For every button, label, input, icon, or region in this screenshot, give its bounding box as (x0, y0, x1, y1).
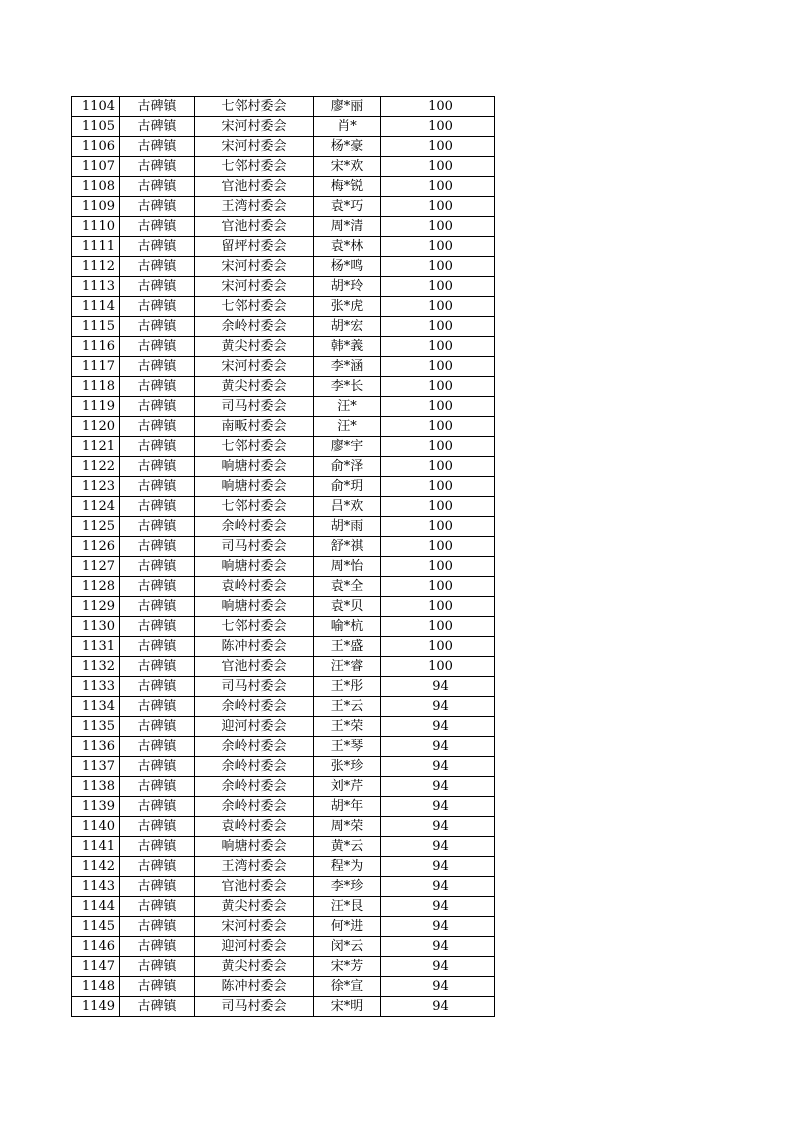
town-cell: 古碑镇 (120, 357, 195, 377)
village-committee-cell: 黄尖村委会 (195, 377, 314, 397)
table-row (72, 497, 495, 517)
table-row (72, 417, 495, 437)
amount-cell: 100 (381, 637, 495, 657)
table-row (72, 217, 495, 237)
table-row (72, 237, 495, 257)
row-number-cell: 1125 (72, 517, 120, 537)
table-row (72, 197, 495, 217)
amount-cell: 100 (381, 237, 495, 257)
table-row (72, 257, 495, 277)
amount-cell: 94 (381, 877, 495, 897)
table-row (72, 537, 495, 557)
row-number-cell: 1104 (72, 97, 120, 117)
person-name-cell: 徐*宣 (314, 977, 381, 997)
amount-cell: 100 (381, 197, 495, 217)
town-cell: 古碑镇 (120, 477, 195, 497)
village-committee-cell: 余岭村委会 (195, 757, 314, 777)
table-body (72, 97, 495, 1017)
amount-cell: 94 (381, 937, 495, 957)
village-committee-cell: 黄尖村委会 (195, 957, 314, 977)
town-cell: 古碑镇 (120, 637, 195, 657)
person-name-cell: 杨*鸣 (314, 257, 381, 277)
table-row (72, 817, 495, 837)
row-number-cell: 1118 (72, 377, 120, 397)
town-cell: 古碑镇 (120, 397, 195, 417)
town-cell: 古碑镇 (120, 197, 195, 217)
town-cell: 古碑镇 (120, 697, 195, 717)
village-committee-cell: 响塘村委会 (195, 837, 314, 857)
subsidy-table (71, 96, 495, 1017)
village-committee-cell: 司马村委会 (195, 997, 314, 1017)
row-number-cell: 1111 (72, 237, 120, 257)
town-cell: 古碑镇 (120, 597, 195, 617)
table-row (72, 637, 495, 657)
town-cell: 古碑镇 (120, 317, 195, 337)
amount-cell: 100 (381, 97, 495, 117)
amount-cell: 94 (381, 817, 495, 837)
village-committee-cell: 余岭村委会 (195, 797, 314, 817)
person-name-cell: 程*为 (314, 857, 381, 877)
table-row (72, 317, 495, 337)
village-committee-cell: 官池村委会 (195, 217, 314, 237)
row-number-cell: 1129 (72, 597, 120, 617)
village-committee-cell: 南畈村委会 (195, 417, 314, 437)
town-cell: 古碑镇 (120, 517, 195, 537)
person-name-cell: 张*虎 (314, 297, 381, 317)
amount-cell: 100 (381, 337, 495, 357)
table-row (72, 557, 495, 577)
person-name-cell: 汪*艮 (314, 897, 381, 917)
town-cell: 古碑镇 (120, 277, 195, 297)
table-row (72, 297, 495, 317)
person-name-cell: 闵*云 (314, 937, 381, 957)
table-row (72, 977, 495, 997)
village-committee-cell: 司马村委会 (195, 537, 314, 557)
row-number-cell: 1148 (72, 977, 120, 997)
row-number-cell: 1107 (72, 157, 120, 177)
village-committee-cell: 宋河村委会 (195, 917, 314, 937)
person-name-cell: 汪* (314, 417, 381, 437)
table-row (72, 917, 495, 937)
person-name-cell: 胡*雨 (314, 517, 381, 537)
town-cell: 古碑镇 (120, 797, 195, 817)
table-row (72, 697, 495, 717)
town-cell: 古碑镇 (120, 857, 195, 877)
village-committee-cell: 七邻村委会 (195, 437, 314, 457)
amount-cell: 94 (381, 717, 495, 737)
village-committee-cell: 迎河村委会 (195, 717, 314, 737)
row-number-cell: 1140 (72, 817, 120, 837)
person-name-cell: 王*云 (314, 697, 381, 717)
village-committee-cell: 余岭村委会 (195, 777, 314, 797)
village-committee-cell: 七邻村委会 (195, 157, 314, 177)
row-number-cell: 1109 (72, 197, 120, 217)
table-row (72, 357, 495, 377)
town-cell: 古碑镇 (120, 737, 195, 757)
town-cell: 古碑镇 (120, 497, 195, 517)
amount-cell: 100 (381, 557, 495, 577)
row-number-cell: 1105 (72, 117, 120, 137)
person-name-cell: 肖* (314, 117, 381, 137)
person-name-cell: 李*珍 (314, 877, 381, 897)
row-number-cell: 1132 (72, 657, 120, 677)
village-committee-cell: 宋河村委会 (195, 117, 314, 137)
row-number-cell: 1108 (72, 177, 120, 197)
amount-cell: 94 (381, 977, 495, 997)
person-name-cell: 韩*義 (314, 337, 381, 357)
table-row (72, 277, 495, 297)
person-name-cell: 汪*睿 (314, 657, 381, 677)
amount-cell: 94 (381, 677, 495, 697)
row-number-cell: 1136 (72, 737, 120, 757)
person-name-cell: 喻*杭 (314, 617, 381, 637)
village-committee-cell: 响塘村委会 (195, 477, 314, 497)
amount-cell: 94 (381, 697, 495, 717)
village-committee-cell: 司马村委会 (195, 397, 314, 417)
table-row (72, 337, 495, 357)
town-cell: 古碑镇 (120, 237, 195, 257)
village-committee-cell: 七邻村委会 (195, 297, 314, 317)
row-number-cell: 1127 (72, 557, 120, 577)
town-cell: 古碑镇 (120, 937, 195, 957)
amount-cell: 100 (381, 257, 495, 277)
person-name-cell: 吕*欢 (314, 497, 381, 517)
person-name-cell: 宋*明 (314, 997, 381, 1017)
amount-cell: 100 (381, 417, 495, 437)
amount-cell: 100 (381, 157, 495, 177)
amount-cell: 100 (381, 217, 495, 237)
amount-cell: 100 (381, 457, 495, 477)
town-cell: 古碑镇 (120, 97, 195, 117)
row-number-cell: 1143 (72, 877, 120, 897)
person-name-cell: 李*长 (314, 377, 381, 397)
village-committee-cell: 官池村委会 (195, 657, 314, 677)
row-number-cell: 1142 (72, 857, 120, 877)
row-number-cell: 1131 (72, 637, 120, 657)
row-number-cell: 1106 (72, 137, 120, 157)
town-cell: 古碑镇 (120, 617, 195, 637)
person-name-cell: 周*荣 (314, 817, 381, 837)
town-cell: 古碑镇 (120, 297, 195, 317)
person-name-cell: 宋*欢 (314, 157, 381, 177)
village-committee-cell: 七邻村委会 (195, 97, 314, 117)
row-number-cell: 1138 (72, 777, 120, 797)
amount-cell: 94 (381, 897, 495, 917)
person-name-cell: 俞*玥 (314, 477, 381, 497)
amount-cell: 100 (381, 517, 495, 537)
table-row (72, 97, 495, 117)
village-committee-cell: 宋河村委会 (195, 357, 314, 377)
person-name-cell: 王*荣 (314, 717, 381, 737)
village-committee-cell: 王湾村委会 (195, 857, 314, 877)
amount-cell: 100 (381, 577, 495, 597)
town-cell: 古碑镇 (120, 757, 195, 777)
amount-cell: 100 (381, 617, 495, 637)
village-committee-cell: 官池村委会 (195, 177, 314, 197)
row-number-cell: 1139 (72, 797, 120, 817)
table-row (72, 577, 495, 597)
person-name-cell: 袁*林 (314, 237, 381, 257)
village-committee-cell: 黄尖村委会 (195, 337, 314, 357)
town-cell: 古碑镇 (120, 437, 195, 457)
row-number-cell: 1135 (72, 717, 120, 737)
amount-cell: 100 (381, 137, 495, 157)
village-committee-cell: 留坪村委会 (195, 237, 314, 257)
table-row (72, 717, 495, 737)
person-name-cell: 王*彤 (314, 677, 381, 697)
person-name-cell: 周*清 (314, 217, 381, 237)
town-cell: 古碑镇 (120, 877, 195, 897)
row-number-cell: 1119 (72, 397, 120, 417)
amount-cell: 100 (381, 477, 495, 497)
table-row (72, 617, 495, 637)
village-committee-cell: 响塘村委会 (195, 457, 314, 477)
village-committee-cell: 司马村委会 (195, 677, 314, 697)
row-number-cell: 1123 (72, 477, 120, 497)
row-number-cell: 1112 (72, 257, 120, 277)
row-number-cell: 1122 (72, 457, 120, 477)
amount-cell: 94 (381, 777, 495, 797)
table-row (72, 957, 495, 977)
amount-cell: 94 (381, 757, 495, 777)
village-committee-cell: 余岭村委会 (195, 697, 314, 717)
amount-cell: 100 (381, 657, 495, 677)
town-cell: 古碑镇 (120, 137, 195, 157)
amount-cell: 94 (381, 917, 495, 937)
person-name-cell: 梅*锐 (314, 177, 381, 197)
table-row (72, 177, 495, 197)
table-row (72, 457, 495, 477)
person-name-cell: 周*怡 (314, 557, 381, 577)
table-row (72, 737, 495, 757)
row-number-cell: 1130 (72, 617, 120, 637)
town-cell: 古碑镇 (120, 577, 195, 597)
person-name-cell: 杨*豪 (314, 137, 381, 157)
person-name-cell: 王*盛 (314, 637, 381, 657)
person-name-cell: 王*琴 (314, 737, 381, 757)
town-cell: 古碑镇 (120, 117, 195, 137)
amount-cell: 100 (381, 357, 495, 377)
row-number-cell: 1120 (72, 417, 120, 437)
table-row (72, 777, 495, 797)
row-number-cell: 1141 (72, 837, 120, 857)
person-name-cell: 胡*玲 (314, 277, 381, 297)
village-committee-cell: 官池村委会 (195, 877, 314, 897)
amount-cell: 100 (381, 537, 495, 557)
town-cell: 古碑镇 (120, 377, 195, 397)
table-row (72, 677, 495, 697)
row-number-cell: 1110 (72, 217, 120, 237)
village-committee-cell: 七邻村委会 (195, 497, 314, 517)
town-cell: 古碑镇 (120, 677, 195, 697)
town-cell: 古碑镇 (120, 817, 195, 837)
row-number-cell: 1124 (72, 497, 120, 517)
town-cell: 古碑镇 (120, 997, 195, 1017)
village-committee-cell: 王湾村委会 (195, 197, 314, 217)
row-number-cell: 1115 (72, 317, 120, 337)
village-committee-cell: 余岭村委会 (195, 737, 314, 757)
amount-cell: 94 (381, 957, 495, 977)
row-number-cell: 1116 (72, 337, 120, 357)
person-name-cell: 俞*泽 (314, 457, 381, 477)
amount-cell: 94 (381, 837, 495, 857)
row-number-cell: 1145 (72, 917, 120, 937)
row-number-cell: 1117 (72, 357, 120, 377)
row-number-cell: 1149 (72, 997, 120, 1017)
village-committee-cell: 宋河村委会 (195, 137, 314, 157)
village-committee-cell: 余岭村委会 (195, 317, 314, 337)
village-committee-cell: 袁岭村委会 (195, 817, 314, 837)
amount-cell: 100 (381, 317, 495, 337)
table-row (72, 517, 495, 537)
row-number-cell: 1114 (72, 297, 120, 317)
amount-cell: 94 (381, 997, 495, 1017)
town-cell: 古碑镇 (120, 917, 195, 937)
village-committee-cell: 响塘村委会 (195, 597, 314, 617)
table-row (72, 137, 495, 157)
town-cell: 古碑镇 (120, 537, 195, 557)
village-committee-cell: 黄尖村委会 (195, 897, 314, 917)
person-name-cell: 何*进 (314, 917, 381, 937)
amount-cell: 100 (381, 297, 495, 317)
town-cell: 古碑镇 (120, 897, 195, 917)
amount-cell: 100 (381, 177, 495, 197)
town-cell: 古碑镇 (120, 217, 195, 237)
amount-cell: 100 (381, 117, 495, 137)
amount-cell: 94 (381, 797, 495, 817)
table-row (72, 857, 495, 877)
row-number-cell: 1147 (72, 957, 120, 977)
amount-cell: 100 (381, 277, 495, 297)
table-row (72, 597, 495, 617)
village-committee-cell: 宋河村委会 (195, 257, 314, 277)
town-cell: 古碑镇 (120, 557, 195, 577)
town-cell: 古碑镇 (120, 777, 195, 797)
amount-cell: 100 (381, 597, 495, 617)
person-name-cell: 胡*宏 (314, 317, 381, 337)
amount-cell: 100 (381, 377, 495, 397)
person-name-cell: 袁*巧 (314, 197, 381, 217)
village-committee-cell: 宋河村委会 (195, 277, 314, 297)
row-number-cell: 1133 (72, 677, 120, 697)
table-row (72, 877, 495, 897)
town-cell: 古碑镇 (120, 177, 195, 197)
town-cell: 古碑镇 (120, 717, 195, 737)
row-number-cell: 1128 (72, 577, 120, 597)
table-row (72, 397, 495, 417)
person-name-cell: 胡*年 (314, 797, 381, 817)
village-committee-cell: 陈冲村委会 (195, 637, 314, 657)
table-row (72, 377, 495, 397)
person-name-cell: 廖*宇 (314, 437, 381, 457)
town-cell: 古碑镇 (120, 257, 195, 277)
table-row (72, 117, 495, 137)
town-cell: 古碑镇 (120, 957, 195, 977)
row-number-cell: 1113 (72, 277, 120, 297)
village-committee-cell: 陈冲村委会 (195, 977, 314, 997)
person-name-cell: 汪* (314, 397, 381, 417)
amount-cell: 100 (381, 437, 495, 457)
row-number-cell: 1134 (72, 697, 120, 717)
person-name-cell: 舒*祺 (314, 537, 381, 557)
person-name-cell: 廖*丽 (314, 97, 381, 117)
town-cell: 古碑镇 (120, 837, 195, 857)
person-name-cell: 黄*云 (314, 837, 381, 857)
amount-cell: 100 (381, 397, 495, 417)
person-name-cell: 李*涵 (314, 357, 381, 377)
table-row (72, 757, 495, 777)
table-row (72, 997, 495, 1017)
person-name-cell: 袁*贝 (314, 597, 381, 617)
village-committee-cell: 七邻村委会 (195, 617, 314, 637)
town-cell: 古碑镇 (120, 657, 195, 677)
row-number-cell: 1121 (72, 437, 120, 457)
village-committee-cell: 响塘村委会 (195, 557, 314, 577)
person-name-cell: 袁*全 (314, 577, 381, 597)
table-row (72, 797, 495, 817)
amount-cell: 94 (381, 857, 495, 877)
town-cell: 古碑镇 (120, 457, 195, 477)
town-cell: 古碑镇 (120, 417, 195, 437)
person-name-cell: 张*珍 (314, 757, 381, 777)
row-number-cell: 1137 (72, 757, 120, 777)
row-number-cell: 1146 (72, 937, 120, 957)
table-row (72, 477, 495, 497)
person-name-cell: 刘*芹 (314, 777, 381, 797)
person-name-cell: 宋*芳 (314, 957, 381, 977)
amount-cell: 94 (381, 737, 495, 757)
village-committee-cell: 迎河村委会 (195, 937, 314, 957)
village-committee-cell: 袁岭村委会 (195, 577, 314, 597)
amount-cell: 100 (381, 497, 495, 517)
row-number-cell: 1144 (72, 897, 120, 917)
town-cell: 古碑镇 (120, 977, 195, 997)
village-committee-cell: 余岭村委会 (195, 517, 314, 537)
table-row (72, 897, 495, 917)
table-row (72, 937, 495, 957)
table-row (72, 837, 495, 857)
town-cell: 古碑镇 (120, 157, 195, 177)
row-number-cell: 1126 (72, 537, 120, 557)
table-row (72, 437, 495, 457)
town-cell: 古碑镇 (120, 337, 195, 357)
table-row (72, 657, 495, 677)
table-row (72, 157, 495, 177)
